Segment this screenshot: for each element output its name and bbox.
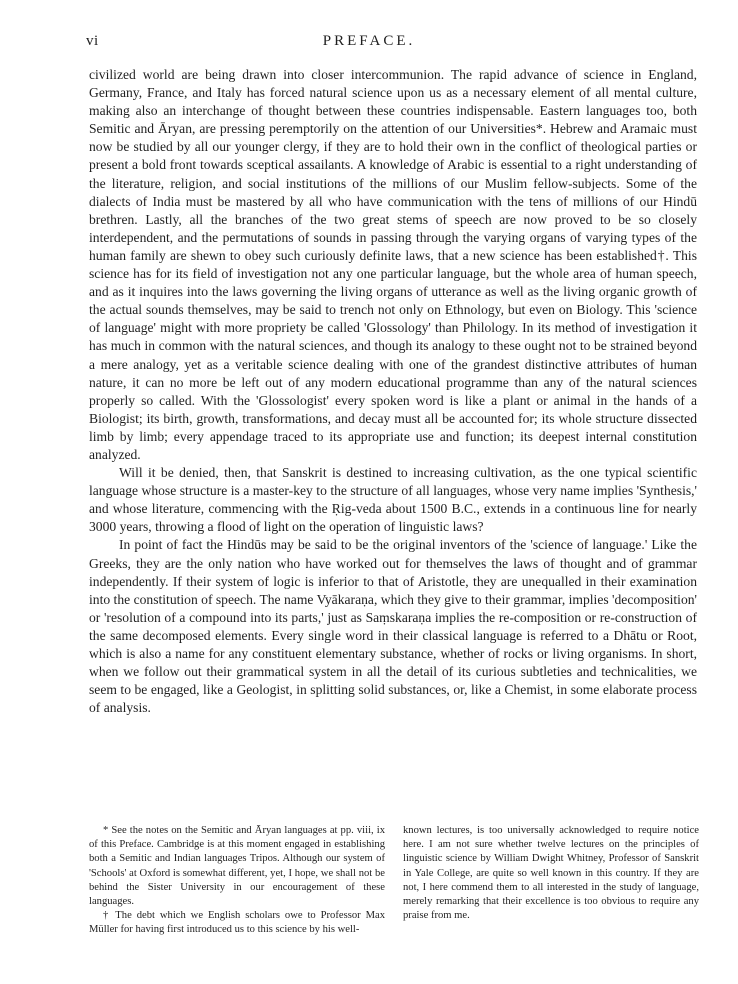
footnotes [89, 824, 699, 938]
running-head: PREFACE. [322, 33, 416, 49]
footnote-asterisk: * See the notes on the Semitic and Āryan languages at pp. viii, ix of this Preface. Cambridge is at this moment engaged in establishing both a Semitic and Indian languages Tripos. Although our system of 'Schools' at Oxford is somewhat different, yet, I hope, we shall not be behind the Sister University in our encouragement of these languages. [89, 825, 385, 908]
body-text [89, 66, 697, 717]
paragraph-continued: civilized world are being drawn into closer intercommunion. The rapid advance of science in England, Germany, France, and Italy has forced natural science upon us as a necessary element of all mental culture, making also an interchange of thought between these countries indispensable. Eastern languages too, both Semitic and Āryan, are pressing peremptorily on the attention of our Universities*. Hebrew and Aramaic must now be studied by all our younger clergy, if they are to hold their own in the conflict of theological parties or present a bold front towards sceptical assailants. A knowledge of Arabic is essential to a right understanding of the literature, religion, and social institutions of the millions of our Muslim fellow-subjects. Some of the dialects of India must be mastered by all who have communication with the tens of millions of our Hindū brethren. Lastly, all the branches of the two great stems of speech are now proved to be so closely interdependent, and the permutations of sounds in passing through the varying organs of varying types of the human family are shewn to obey such curiously definite laws, that a new science has been established†. This science has for its field of investigation not any one particular language, but the whole area of human speech, and as it inquires into the laws governing the living organs of utterance as well as the living organic growth of the actual sounds themselves, may be said to trench not only on Ethnology, but even on Biology. This 'science of language' might with more propriety be called 'Glossology' than Philology. In its method of investigation it has much in common with the natural sciences, and though its analogy to these ought not to be strained beyond a mere analogy, yet as a veritable science dealing with one of the grandest distinctive attributes of human nature, it can no more be left out of any modern educational programme than any of the natural sciences properly so called. With the 'Glossologist' every spoken word is like a plant or animal in the hands of a Biologist; its birth, growth, transformations, and decay must all be accounted for; its whole structure dissected limb by limb; every appendage traced to its appropriate use and function; its deepest internal constitution analyzed. [89, 67, 697, 462]
footnote-dagger: † The debt which we English scholars owe to Professor Max Müller for having first introduced us to this science by his well- [89, 910, 385, 936]
page-number: vi [86, 33, 99, 49]
footnote-column-left [89, 824, 385, 938]
footnote-dagger-continued: known lectures, is too universally acknowledged to require notice here. I am not sure whether twelve lectures on the principles of linguistic science by William Dwight Whitney, Professor of Sanskrit in Yale College, are quite so well known in this country. If they are not, I here commend them to all interested in the study of language, merely remarking that their excellence is too obvious to require any praise from me. [403, 825, 699, 922]
paragraph-sanskrit-question: Will it be denied, then, that Sanskrit is destined to increasing cultivation, as the one typical scientific language whose structure is a master-key to the structure of all languages, whose very name implies 'Synthesis,' and whose literature, commencing with the Ṛig-veda about 1500 B.C., extends in a continuous line for nearly 3000 years, throwing a flood of light on the operation of linguistic laws? [89, 465, 697, 535]
footnote-column-right [403, 824, 699, 938]
paragraph-hindu-grammar: In point of fact the Hindūs may be said to be the original inventors of the 'science of language.' Like the Greeks, they are the only nation who have worked out for themselves the laws of thought and of grammar independently. If their system of logic is inferior to that of Aristotle, they are unequalled in their examination into the constitution of speech. The name Vyākaraṇa, which they give to their grammar, implies 'decomposition' or 'resolution of a compound into its parts,' just as Saṃskaraṇa implies the re-composition or re-construction of the same decomposed elements. Every single word in their classical language is referred to a Dhātu or Root, which is also a name for any constituent elementary substance, whether of rocks or living organisms. In short, when we follow out their grammatical system in all the detail of its curious subtleties and technicalities, we seem to be engaged, like a Geologist, in splitting solid substances, or, like a Chemist, in some elaborate process of analysis. [89, 537, 697, 716]
